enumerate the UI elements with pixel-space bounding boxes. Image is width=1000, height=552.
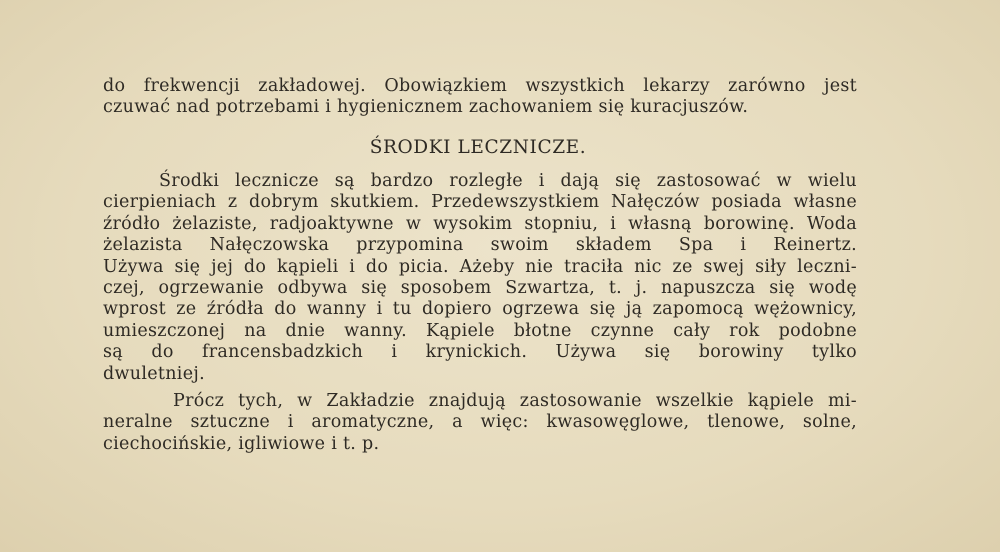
- text-line: umieszczonej na dnie wanny. Kąpiele błotne czynne cały rok podobne: [103, 320, 857, 341]
- main-paragraph: [103, 171, 857, 385]
- text-line: wprost ze źródła do wanny i tu dopiero ogrzewa się ją zapomocą wężownicy,: [103, 299, 857, 320]
- text-line: Używa się jej do kąpieli i do picia. Ażeby nie traciła nic ze swej siły leczni-: [103, 256, 857, 277]
- text-line: dwuletniej.: [103, 363, 205, 384]
- text-line: neralne sztuczne i aromatyczne, a więc: kwasowęglowe, tlenowe, solne,: [103, 412, 857, 433]
- text-line: Środki lecznicze są bardzo rozległe i dają się zastosować w wielu: [159, 171, 857, 191]
- text-line: Prócz tych, w Zakładzie znajdują zastosowanie wszelkie kąpiele mi-: [173, 391, 857, 411]
- section-heading: [0, 137, 1000, 158]
- text-line: ciechocińskie, igliwiowe i t. p.: [103, 433, 380, 454]
- text-line: żelazista Nałęczowska przypomina swoim składem Spa i Reinertz.: [103, 235, 857, 256]
- intro-paragraph: [103, 76, 857, 119]
- text-line: czuwać nad potrzebami i hygienicznem zachowaniem się kuracjuszów.: [103, 97, 749, 118]
- text-line: są do francensbadzkich i krynickich. Używa się borowiny tylko: [103, 342, 857, 363]
- text-line: źródło żelaziste, radjoaktywne w wysokim stopniu, i własną borowinę. Woda: [103, 213, 857, 234]
- extra-paragraph: [103, 391, 857, 455]
- text-line: cierpieniach z dobrym skutkiem. Przedewszystkiem Nałęczów posiada własne: [103, 192, 857, 213]
- text-line: czej, ogrzewanie odbywa się sposobem Szwartza, t. j. napuszcza się wodę: [103, 277, 857, 298]
- text-line: do frekwencji zakładowej. Obowiązkiem wszystkich lekarzy zarówno jest: [103, 76, 857, 96]
- section-title-text: ŚRODKI LECZNICZE.: [369, 137, 587, 158]
